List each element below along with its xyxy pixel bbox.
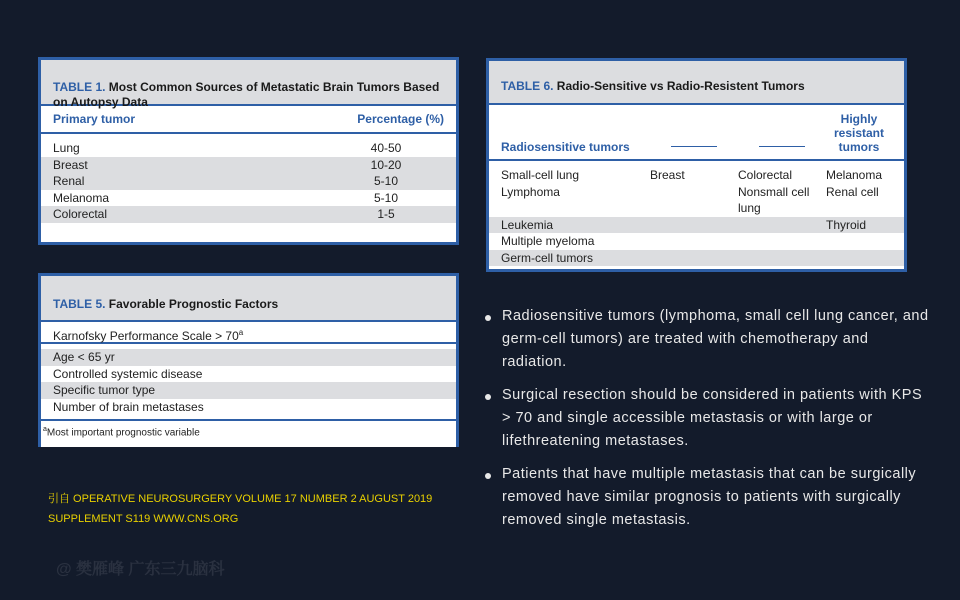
table-6-title: Radio-Sensitive vs Radio-Resistent Tumors [556, 79, 805, 93]
cell: Melanoma [826, 168, 883, 182]
table-5-number: TABLE 5. [53, 297, 106, 311]
table-row [41, 173, 456, 190]
cell: Breast [650, 168, 685, 182]
cell [650, 250, 738, 267]
table-row [41, 140, 456, 157]
cell-pct: 10-20 [370, 157, 402, 172]
bullet-icon [485, 315, 491, 321]
citation-line-2: SUPPLEMENT S119 WWW.CNS.ORG [48, 513, 239, 525]
table-row [489, 250, 904, 267]
table-5 [38, 273, 459, 447]
cell [738, 233, 826, 250]
table-row [41, 349, 456, 366]
table-6-col-radiosensitive: Radiosensitive tumors [501, 140, 630, 154]
bullet-list [482, 305, 932, 542]
table-row [489, 217, 904, 234]
list-item [482, 305, 932, 374]
table-5-footnote [41, 419, 456, 443]
table-6-number: TABLE 6. [501, 79, 554, 93]
table-row [41, 382, 456, 399]
cell-factor: Controlled systemic disease [53, 366, 203, 381]
table-row [41, 206, 456, 223]
list-item [482, 384, 932, 453]
cell-factor: Specific tumor type [53, 383, 156, 397]
cell-factor: Number of brain metastases [53, 399, 204, 414]
table-1-col-percentage: Percentage (%) [357, 112, 444, 126]
cell-pct: 1-5 [377, 207, 395, 221]
bullet-icon [485, 394, 491, 400]
table-1-col-primary: Primary tumor [53, 112, 136, 126]
bullet-text: Surgical resection should be considered in patients with KPS > 70 and single accessible metastasis or with large or lifethreatening metastases. [502, 387, 923, 449]
table-5-title: Favorable Prognostic Factors [108, 297, 279, 311]
table-row [41, 366, 456, 383]
table-row [41, 190, 456, 207]
cell-tumor: Renal [53, 174, 85, 188]
watermark: @ 樊雁峰 广东三九脑科 [56, 561, 225, 578]
cell: Small-cell lung [501, 168, 580, 182]
table-row [489, 184, 904, 217]
cell-factor: Age < 65 yr [53, 350, 115, 364]
cell-pct: 40-50 [370, 141, 402, 155]
cell [738, 217, 826, 234]
table-1-number: TABLE 1. [53, 80, 106, 94]
cell [826, 233, 892, 250]
table-6-caption [489, 61, 904, 103]
header-dash [671, 146, 717, 147]
header-dash [759, 146, 805, 147]
table-6-col-resistant: Highly resistant tumors [833, 112, 885, 154]
cell-pct: 5-10 [373, 190, 399, 205]
cell: Multiple myeloma [501, 234, 595, 248]
cell: Nonsmall cell lung [738, 184, 810, 215]
cell [650, 217, 738, 234]
table-row [489, 167, 904, 184]
table-1-title: Most Common Sources of Metastatic Brain Tumors Based on Autopsy Data [53, 80, 440, 109]
footnote-marker: a [238, 328, 244, 337]
list-item [482, 463, 932, 532]
table-6 [486, 58, 907, 272]
cell: Thyroid [826, 217, 867, 232]
cell: Germ-cell tumors [501, 250, 594, 265]
table-5-first-row [41, 320, 456, 344]
table-6-header [489, 103, 904, 161]
cell-pct: 5-10 [373, 174, 399, 188]
table-row [489, 233, 904, 250]
cell-tumor: Breast [53, 157, 88, 172]
cell [650, 184, 738, 217]
cell [738, 250, 826, 267]
cell: Leukemia [501, 217, 554, 232]
footnote-text: Most important prognostic variable [46, 427, 200, 439]
kps-factor: Karnofsky Performance Scale > 70 [53, 329, 239, 343]
cell [650, 233, 738, 250]
cell-tumor: Melanoma [53, 190, 110, 205]
cell-tumor: Lung [53, 141, 80, 155]
table-row [41, 157, 456, 174]
bullet-text: Patients that have multiple metastasis that can be surgically removed have similar prognosis to patients with surgically removed single metastasis. [502, 466, 917, 528]
cell: Lymphoma [501, 184, 560, 199]
table-5-caption [41, 276, 456, 320]
citation-line-1: 引自 OPERATIVE NEUROSURGERY VOLUME 17 NUMBER 2 AUGUST 2019 [48, 493, 433, 505]
cell [826, 250, 892, 267]
bullet-text: Radiosensitive tumors (lymphoma, small cell lung cancer, and germ-cell tumors) are treated with chemotherapy and radiation. [502, 308, 929, 370]
footnote-marker: a [43, 426, 47, 433]
table-1 [38, 57, 459, 245]
cell: Colorectal [738, 168, 793, 182]
table-1-caption [41, 60, 456, 109]
bullet-icon [485, 473, 491, 479]
cell-tumor: Colorectal [53, 207, 108, 221]
cell: Renal cell [826, 184, 879, 199]
table-row [41, 399, 456, 416]
citation [48, 489, 432, 529]
